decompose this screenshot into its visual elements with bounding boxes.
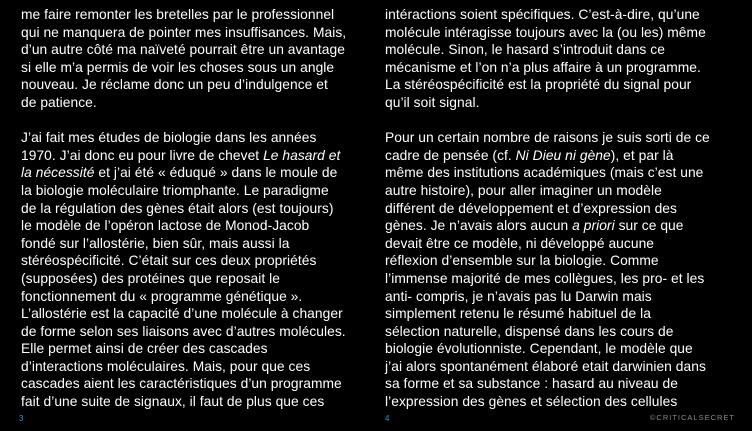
- page-number-right: 4: [385, 414, 390, 423]
- page-number-left: 3: [19, 414, 24, 423]
- copyright-brand: ©CRITICALSECRET: [649, 413, 735, 422]
- text-line: fondé sur l’allostérie, bien sûr, mais aussi la: [21, 235, 290, 251]
- text-line: sélection naturelle, dispensé dans les cours de: [385, 323, 674, 339]
- text-line: La stéréospécificité est la propriété du signal pour: [385, 77, 692, 93]
- text-line: l’immense majorité de mes collègues, les pro- et les: [385, 270, 705, 286]
- text-line: de forme selon ses liaisons avec d’autres molécules.: [21, 323, 346, 339]
- text-line: stéréospécificité. C’était sur ces deux propriétés: [21, 253, 317, 269]
- text-line: (supposées) des protéines que reposait le: [21, 270, 280, 286]
- text-line: différent de développement et d’expression des: [385, 200, 677, 216]
- paragraph-gap: [385, 112, 741, 130]
- text-line: sa forme et sa substance : hasard au niveau de: [385, 376, 678, 392]
- text-run: cadre de pensée (cf.: [385, 147, 516, 163]
- text-line: réflexion d’ensemble sur la biologie. Comme: [385, 253, 659, 269]
- text-line: si elle m’a permis de voir les choses sous un angle: [21, 59, 335, 75]
- right-paragraph-2: [385, 129, 741, 411]
- text-line: Elle permet ainsi de créer des cascades: [21, 341, 268, 357]
- book-title-italic: la nécessité: [21, 165, 95, 181]
- text-line: nouveau. Je réclame donc un peu d’indulgence et: [21, 77, 328, 93]
- paragraph-gap: [21, 112, 377, 130]
- text-line: cascades aient les caractéristiques d’un programme: [21, 376, 342, 392]
- text-line: [385, 217, 741, 235]
- text-line: [385, 147, 741, 165]
- text-line: simplement retenu le résumé habituel de la: [385, 306, 651, 322]
- text-line: L’allostérie est la capacité d’une molécule à changer: [21, 306, 343, 322]
- text-line: fonctionnement du « programme génétique ».: [21, 288, 303, 304]
- text-run: et j’ai été « éduqué » dans le moule de: [94, 165, 338, 181]
- text-line: [21, 164, 377, 182]
- text-line: le modèle de l’opéron lactose de Monod-Jacob: [21, 218, 310, 234]
- text-line: autre histoire), pour aller imaginer un modèle: [385, 182, 662, 198]
- right-page: [385, 6, 741, 431]
- text-line: de patience.: [21, 94, 97, 110]
- left-paragraph-2: [21, 129, 377, 411]
- text-line: molécule intéragisse toujours avec la (ou les) même: [385, 24, 706, 40]
- text-line: molécule. Sinon, le hasard s’introduit dans ce: [385, 42, 665, 58]
- text-line: devait être ce modèle, ni développé aucune: [385, 235, 655, 251]
- text-line: anti- compris, je n’avais pas lu Darwin mais: [385, 288, 652, 304]
- text-line: qui ne manquera de pointer mes insuffisances. Mais,: [21, 24, 347, 40]
- text-line: de la régulation des gènes était alors (est toujours): [21, 200, 334, 216]
- text-line: j’ai alors spontanément élaboré etait darwinien dans: [385, 358, 706, 374]
- text-line: biologie évolutionniste. Cependant, le modèle que: [385, 341, 693, 357]
- text-line: l’expression des gènes et sélection des cellules: [385, 394, 678, 410]
- text-line: d’interactions moléculaires. Mais, pour que ces: [21, 358, 311, 374]
- text-run: gènes. Je n’avais alors aucun: [385, 218, 573, 234]
- book-title-italic: Ni Dieu ni gène: [515, 147, 611, 163]
- text-run: 1970. J’ai donc eu pour livre de chevet: [21, 147, 264, 163]
- book-title-italic: Le hasard et: [263, 147, 341, 163]
- latin-phrase-italic: a priori: [572, 218, 615, 234]
- text-run: ), et par là: [610, 147, 674, 163]
- text-line: fait d’une suite de signaux, il faut de plus que ces: [21, 394, 325, 410]
- text-line: d’un autre côté ma naïveté pourrait être un avantage: [21, 42, 345, 58]
- right-paragraph-1: [385, 6, 741, 112]
- text-line: mécanisme et l’on n’a plus affaire à un programme.: [385, 59, 701, 75]
- text-line: me faire remonter les bretelles par le professionnel: [21, 7, 335, 22]
- text-line: intéractions soient spécifiques. C’est-à-dire, qu’une: [385, 7, 700, 22]
- text-line: J’ai fait mes études de biologie dans les années: [21, 130, 317, 146]
- right-page-text: [385, 6, 741, 411]
- text-line: Pour un certain nombre de raisons je suis sorti de ce: [385, 130, 710, 146]
- text-line: qu’il soit signal.: [385, 94, 480, 110]
- text-line: la biologie moléculaire triomphante. Le paradigme: [21, 182, 329, 198]
- left-page-text: [21, 6, 377, 411]
- left-paragraph-1: [21, 6, 377, 112]
- text-run: sur ce que: [614, 218, 684, 234]
- left-page: [21, 6, 377, 431]
- text-line: même des institutions académiques (mais c’est une: [385, 165, 704, 181]
- text-line: [21, 147, 377, 165]
